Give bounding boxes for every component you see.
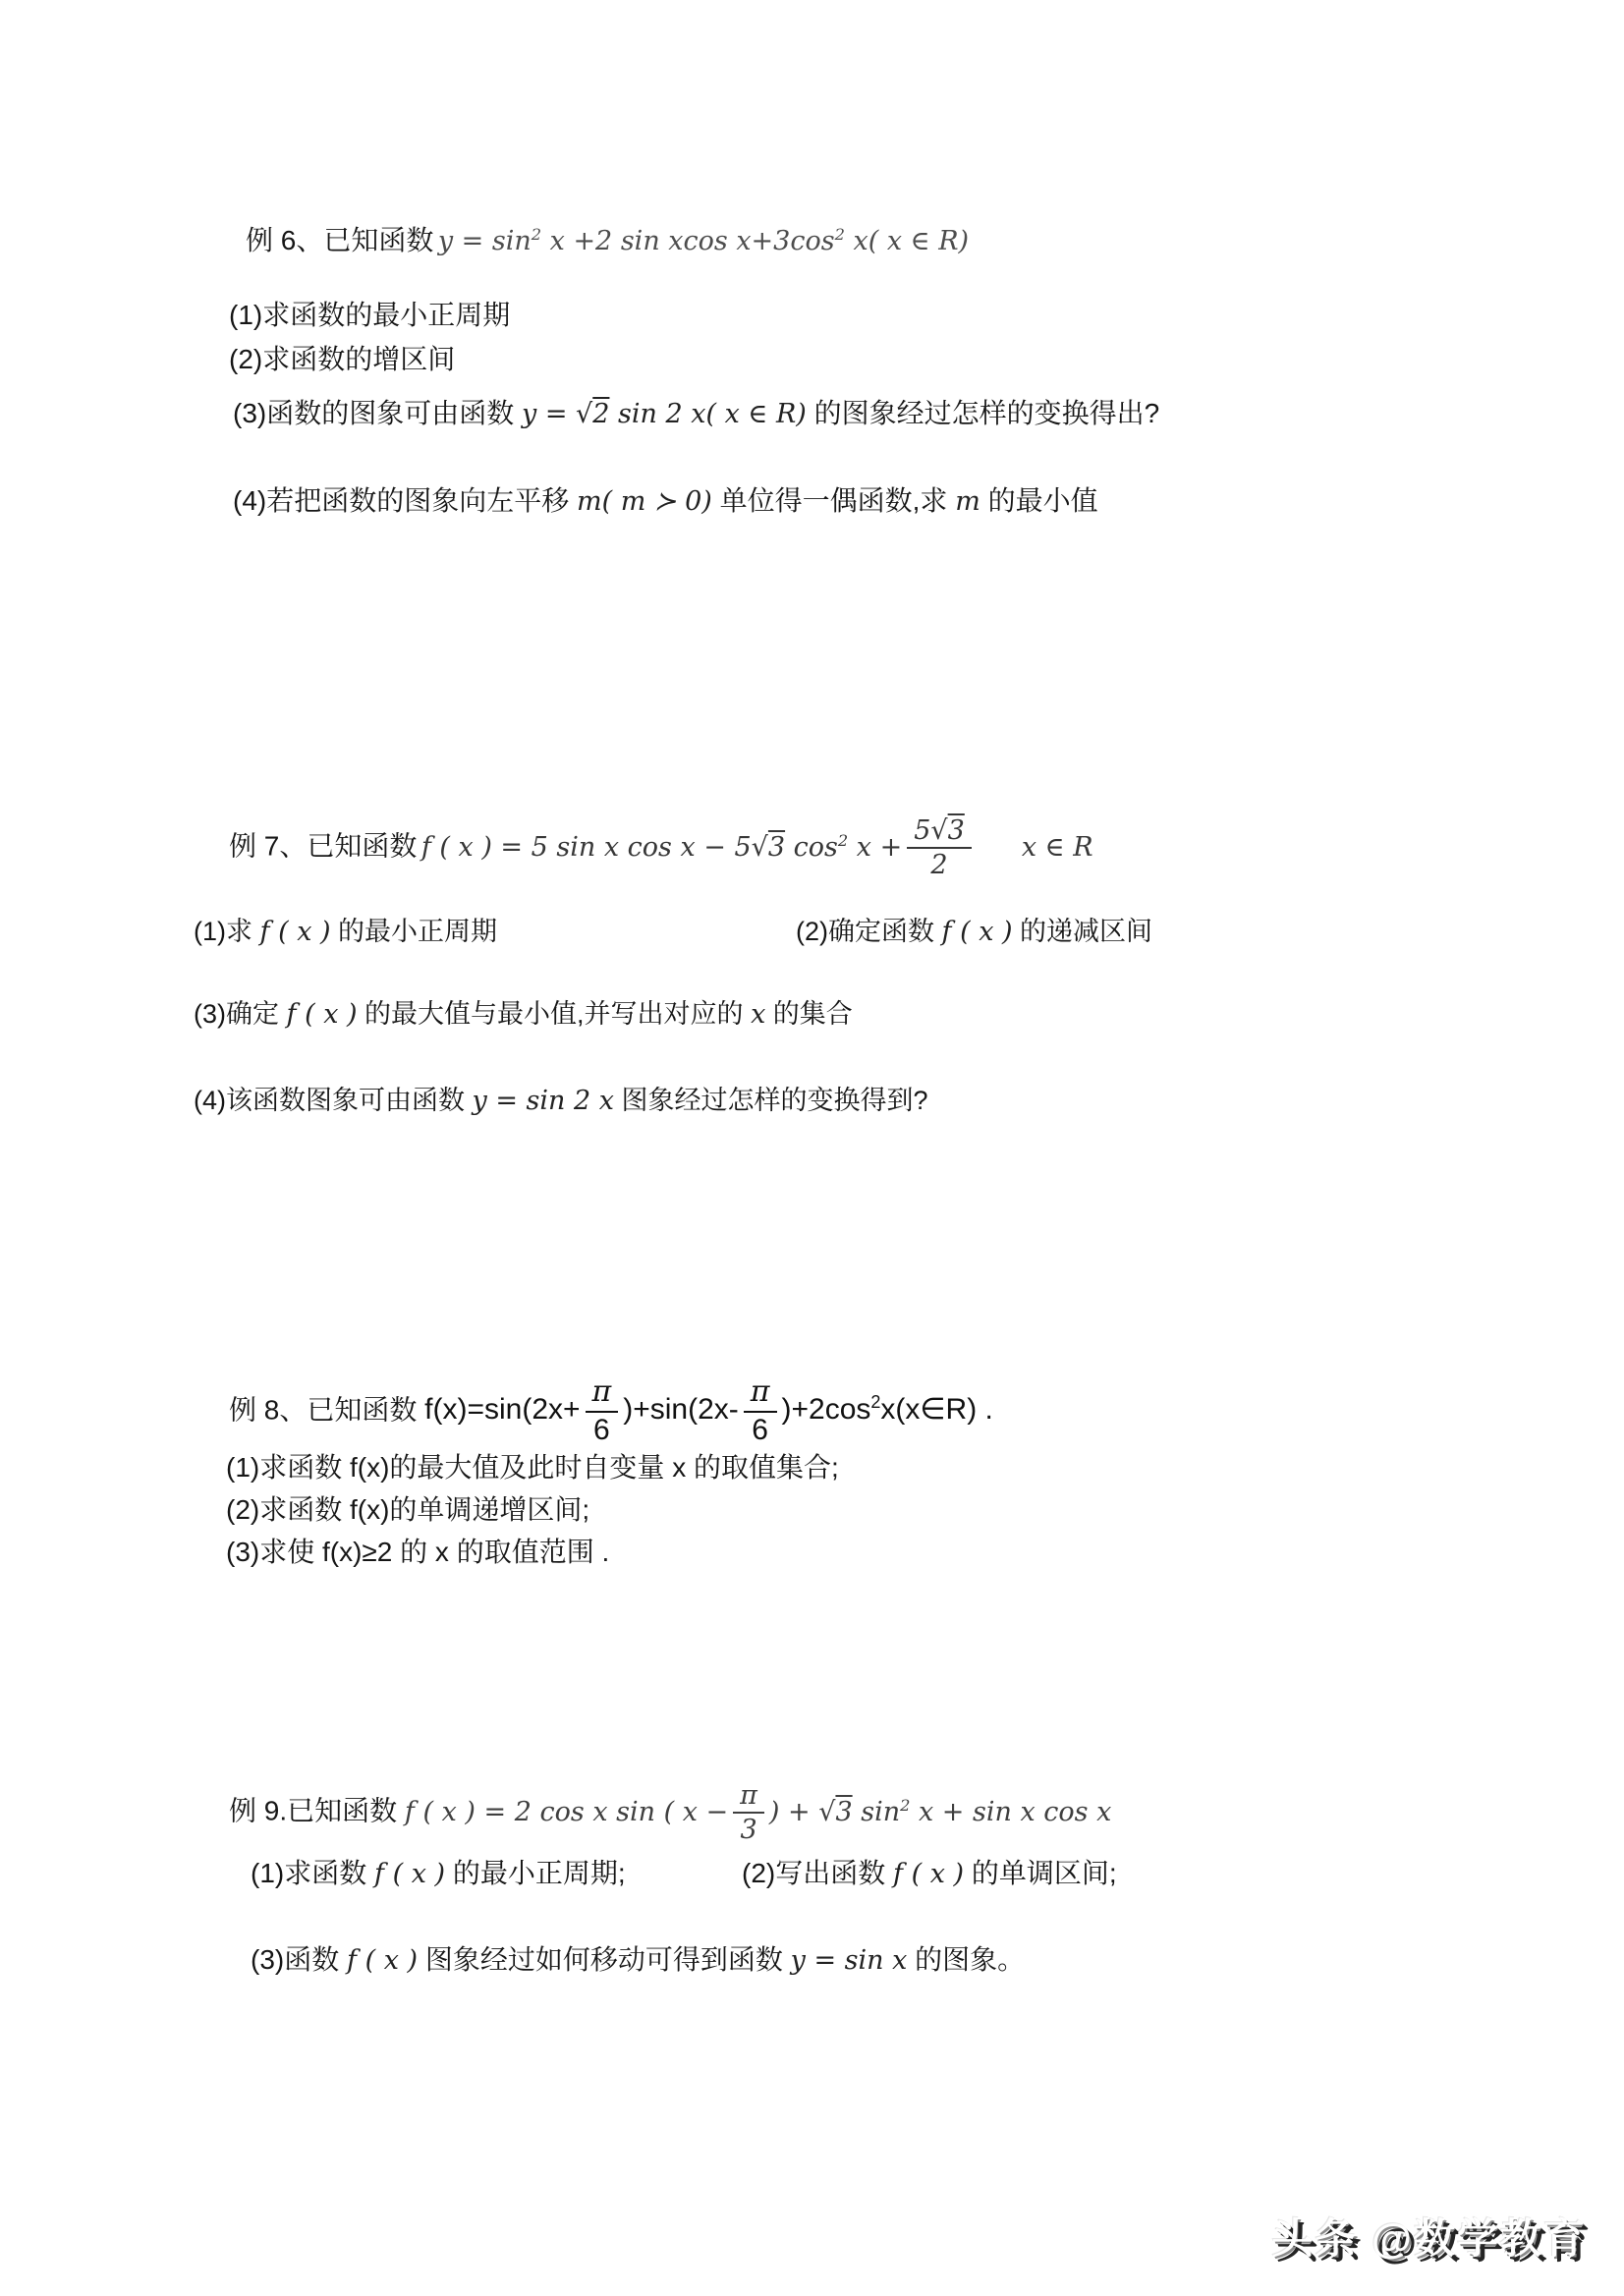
problem-7-formula [420,815,1093,881]
item-text: (3)函数 [251,1944,348,1975]
radicand: 3 [835,1796,853,1827]
problem-9-title [229,1780,1111,1845]
inline-formula: y = sin x [790,1945,908,1976]
formula-part: x( x ∈ R) [844,226,970,256]
problem-8-title [229,1375,993,1447]
problem-7-title [229,815,1093,880]
item-text: 的集合 [765,999,853,1029]
fraction-denominator: 6 [593,1413,610,1446]
fraction [733,1780,764,1845]
formula-part: f ( x ) = 5 sin x cos x − 5√ [420,831,768,863]
formula-part: )+2cos [781,1393,871,1427]
problem-9-formula [404,1780,1112,1846]
problem-9-item-3 [251,1939,1025,1982]
item-text: (4)该函数图象可由函数 [194,1086,473,1115]
fraction-numerator [907,815,972,849]
problem-9-label: 例 9.已知函数 [229,1795,405,1826]
item-text: 的最大值与最小值,并写出对应的 [357,999,752,1029]
inline-formula: m( m ≻ 0) [577,486,712,517]
fraction-denominator: 6 [752,1413,768,1446]
fraction-numerator: π [586,1375,619,1413]
item-text: 的单调区间; [964,1858,1117,1888]
fraction-denominator: 3 [740,1815,757,1846]
item-text: 单位得一偶函数,求 [711,485,956,516]
problem-6-item-4 [233,480,1098,523]
item-text: 的最小正周期; [445,1858,626,1888]
inline-formula: f ( x ) [374,1859,446,1889]
item-text: 的图象。 [907,1944,1026,1975]
item-text: (2)写出函数 [742,1858,894,1888]
inline-formula: f ( x ) [941,917,1013,947]
problem-6-formula [438,226,969,256]
problem-7-item-4 [194,1081,928,1122]
problem-9-item-2 [742,1853,1117,1895]
fraction-numerator: π [744,1375,777,1413]
formula-part: sin 2 x( x ∈ R) [609,399,807,429]
problem-8-item-2: (2)求函数 f(x)的单调递增区间; [226,1494,590,1525]
inline-formula: x [751,999,766,1030]
item-text: (1)求 [194,917,260,946]
formula-superscript: 2 [834,225,845,244]
inline-formula: m [955,486,980,517]
inline-formula: f ( x ) [893,1859,965,1889]
item-text: (2)确定函数 [796,917,942,946]
formula-part: sin [852,1796,901,1827]
formula-superscript: 2 [837,830,849,850]
formula-superscript: 2 [531,225,542,244]
problem-6-item-3 [233,393,1159,435]
formula-part: ) + √ [768,1796,836,1827]
formula-part: f(x)=sin(2x+ [424,1393,581,1427]
problem-6-item-2: (2)求函数的增区间 [229,344,456,374]
item-text: (1)求函数 [251,1858,375,1888]
problem-8-label: 例 8、已知函数 [229,1394,425,1426]
formula-part: y = sin [437,226,532,256]
problem-9-item-1 [251,1853,626,1895]
formula-part: x ∈ R [1021,831,1093,863]
item-text: (4)若把函数的图象向左平移 [233,485,578,516]
formula-part: f ( x ) = 2 cos x sin ( x − [404,1796,729,1827]
inline-formula [522,399,807,429]
item-text: 的递减区间 [1012,917,1153,946]
problem-6-title [246,220,969,261]
problem-8-item-3: (3)求使 f(x)≥2 的 x 的取值范围 . [226,1537,610,1567]
item-text: (3)确定 [194,999,287,1029]
watermark: 头条 @数学教育 [1271,2215,1587,2262]
formula-part: x(x∈R) . [880,1393,993,1427]
formula-part: )+sin(2x- [623,1393,739,1427]
problem-7-item-2 [796,912,1152,953]
item-text: 的最小正周期 [330,917,498,946]
fraction-denominator: 2 [930,850,948,881]
formula-part: cos [785,831,838,863]
problem-6-item-1: (1)求函数的最小正周期 [229,300,511,330]
formula-superscript: 2 [900,1795,911,1815]
problem-8-item-1: (1)求函数 f(x)的最大值及此时自变量 x 的取值集合; [226,1452,839,1483]
item-text: 图象经过怎样的变换得到? [614,1086,928,1115]
formula-part: y = √ [522,399,593,429]
formula-part: x + sin x cos x [910,1796,1112,1827]
fraction [907,815,972,880]
fraction-numerator: π [733,1780,764,1814]
inline-formula: f ( x ) [286,999,358,1030]
radicand: 3 [947,815,965,846]
item-text: (3)函数的图象可由函数 [233,398,523,428]
inline-formula: y = sin 2 x [472,1086,614,1116]
problem-7-item-1 [194,912,497,953]
problem-8-formula [424,1374,993,1446]
formula-superscript: 2 [870,1392,881,1413]
problem-7-item-3 [194,994,853,1036]
problem-6-label: 例 6、已知函数 [246,225,434,255]
fraction [586,1375,619,1447]
radicand: 2 [592,399,610,429]
inline-formula: f ( x ) [259,917,331,947]
item-text: 图象经过如何移动可得到函数 [418,1944,791,1975]
inline-formula: f ( x ) [347,1945,419,1976]
problem-7-label: 例 7、已知函数 [229,830,418,862]
formula-part: 5√ [914,815,948,846]
item-text: 的最小值 [980,485,1098,516]
fraction [744,1375,777,1447]
formula-part: x + [848,831,903,863]
radicand: 3 [767,831,786,863]
formula-part: x +2 sin xcos x+3cos [541,226,835,256]
item-text: 的图象经过怎样的变换得出? [806,398,1160,428]
